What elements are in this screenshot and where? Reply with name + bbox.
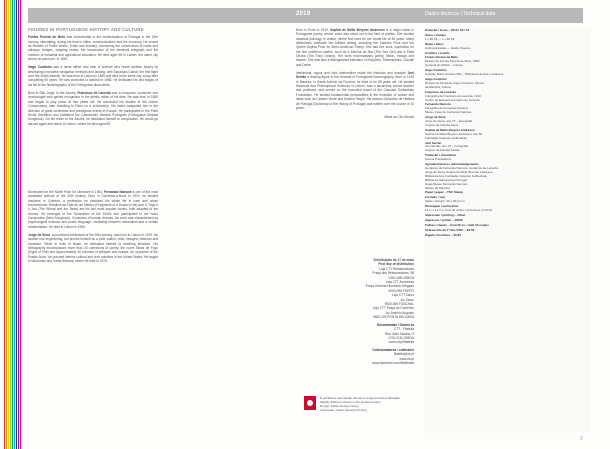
header-year: 2019 (296, 11, 311, 17)
tech-heading: Formato / size (425, 196, 446, 200)
tech-heading: Pagela / brochure – €0,85 (425, 233, 462, 237)
tech-line: Centro de Estudos Francisco de Lacerda (425, 98, 480, 102)
middle-column (296, 28, 414, 253)
collectors-link[interactable]: www.ctt.pt (399, 356, 414, 361)
paragraph-serrao: Intellectual, vigour and civic intervention made the historian and essayist Joel Serrão a leading figure in the renewal of Portuguese historiography. Born in 1919 in Madeira, in Santa António da Funchal, he lived to be 89 years old. He studied Historical and Philosophical Sciences in Lisbon, was a secondary school teacher and professor, and served on the executive board of the Calouste Gulbenkian Foundation. He studied fundamental personalities in the evolution of culture and ideas such as Cesário Verde and António Sérgio. His famous Dicionário de História de Portugal (Dictionary of the History of Portugal) was written over the course of 10 years. (296, 71, 414, 110)
tech-line: Museu de Marinha (425, 186, 450, 190)
paragraph-lacerda: Born in São Jorge, in the Azores, Francisco de Lacerda was a composer, conductor and musicologist who gained recognition in the artistic milieu of his time. He was born in 1869 and began to play piano at four years old. He concluded his studies at the Lisbon Conservatory, later travelling to Paris on a scholarship. His talent catapulted him in the direction of great orchestras and prestigious events in Europe. He participated in the Paris World Exhibition and published the Cancioneiro Musical Português (Portuguese Musical Songbook). On his return to the Azores, he dedicated himself to composition. He would go abroad again and return to Lisbon, where he died aged 65. (28, 91, 158, 126)
orders-line: Rua João Saraiva, 9 (385, 331, 414, 336)
contact-line: Praça dos Restauradores, 58 (372, 271, 414, 276)
tech-line: Biblioteca Nacional de Portugal (425, 178, 467, 182)
tech-line: Selos / stamps: 40 x 30,6 mm (425, 200, 465, 204)
tech-heading: Francisco de Lacerda (425, 90, 456, 94)
section-title: FIGURES IN PORTUGUESE HISTORY AND CULTURE (28, 28, 144, 32)
tech-heading: Folhas / sheets – Com 50 ex. / with 50 copies (425, 223, 489, 227)
tech-line: Andrea Estevão — Helder Soares (425, 46, 471, 50)
contact-line: Loja CTT Restauradores (379, 266, 414, 271)
publisher-logo-block (296, 392, 416, 422)
tech-line: Jorge de Sena, ano 70 – Fotografia (425, 120, 473, 124)
tech-line: 12 ¼ x 12 ¼ e Cruz de Cristo / and Cross of Christ (425, 209, 493, 213)
tech-line: Kennis Translations (425, 158, 452, 162)
tech-line: Jorge de Sena; Sophia de Mello Breyner Andresen (425, 170, 493, 174)
contact-line: First day of distribution (378, 262, 414, 267)
tech-heading: Jorge de Sena (425, 116, 446, 120)
tech-line: Retrato de Almirante Gago Coutinho, Museu (425, 81, 485, 85)
tech-heading: Emissão / Issue – 2019 / 03 / 19 (425, 29, 470, 32)
contact-line: 4000-098 PORTO (388, 288, 414, 293)
orders-link[interactable]: www.ctt.pt/filatelia (388, 340, 414, 345)
author-signature: Maria do Céu Novais (384, 115, 414, 120)
contact-line: Av. António Augusto (385, 310, 414, 315)
tech-line: 1 x €0,53 — 1 x €0,53 (425, 37, 455, 41)
collectors-email[interactable]: filatelia@ctt.pt (393, 352, 414, 357)
left-column-2 (28, 190, 158, 438)
collectors-facebook[interactable]: www.facebook.com/filateliactt (372, 360, 414, 365)
tech-line: Biblioteca Arte Fundação Calouste Gulbenkian (425, 174, 488, 178)
contact-line: Loja CTT Amoreiras (385, 280, 414, 285)
tech-line: Joel Serrão, ano 70 – Fotografia (425, 145, 469, 149)
contact-line: 1250-188 LISBOA (388, 275, 414, 280)
ctt-logo-icon (304, 396, 316, 410)
tech-line: Retrato de Fontes Pereira de Melo, 1880 (425, 60, 480, 64)
color-stripe (20, 0, 21, 449)
tech-heading: Papel / paper – TSC Stamp (425, 191, 464, 195)
paragraph-sophia: Born in Porto in 1919, Sophia de Mello Breyner Andresen is a major name in Portuguese poetry, whose voice also stood out in the field of politics. She studied classical philology in Lisbon, where she lived for her whole life of 84 years. Many distinctions celebrate her brilliant writing, including the Camões Prize and the Queen Sophia Prize for Ibero-American Poetry. She had five sons, inspiration for her first children's stories, such as A Menina do Mar (The Sea Girl) and A Fada Oriana (The Fairy Oriana). Her work encompasses poetry, fiction, essays and theatre. She was also a distinguished translator of Euripides, Shakespeare, Claudel and Dante. (296, 28, 414, 67)
page-number: 2 (580, 436, 583, 442)
tech-line: Coleção Mário Novais 1931 – Biblioteca de Arte e Arquivos (425, 73, 504, 77)
tech-line: da Marinha, Lisboa (425, 85, 451, 89)
contact-line: Av. Zarco (400, 297, 414, 302)
tech-line: Fundação Calouste Gulbenkian (425, 136, 468, 140)
tech-heading: Impressor / printer – INCM (425, 218, 463, 222)
tech-line: Casa-Museu Fernando Namora (425, 182, 468, 186)
tech-line: Sophia de Mello Breyner Andresen, ano 60 (425, 132, 483, 136)
tech-heading: Gago Coutinho (425, 69, 447, 73)
tech-line: Herdeiros de Fernando Namora; Herdeiros de Lacerda (425, 167, 498, 170)
tech-heading: Créditos / credits (425, 51, 450, 55)
contact-line: Loja CTT Zarco (391, 293, 414, 298)
tech-heading: Tradução / translation (425, 154, 457, 158)
collectors-heading: Colecionadores / collectors (372, 347, 414, 352)
contact-line: 9000-069 FUNCHAL (384, 302, 414, 307)
paragraph-namora: Nominated for the Nobel Prize for Literature in 1961, Fernando Namora is one of the most translated authors of the 20th century. Born in Condeixa-a-Nova in 1919, he studied medicine in Coimbra, a profession he practised his whole life in rural and urban environments. Retalhos da Vida de um Médico (Fragments of a Doctor's Life) and O Trigo e o Joio (The Wheat and the Tares) are his two most popular novels, both adapted to the movies. He belonged to the Generation of the 1940s and participated in the Novo Cancioneiro (New Songbook). Conscious of human dramas, his work was characterised by psychological richness and poetic language, oscillating between neorealism and a certain existentialism. He died in Lisbon in 1989. (28, 190, 158, 229)
paragraph-fontes: Fontes Pereira de Melo was instrumental in the modernisation of Portugal in the 19th century, stimulating, during his time in office, communications and the economy. He served as Minister of Public Works, Trade and Industry, overseeing the construction of roads and railways, bridges, shipping routes, the introduction of the electrical telegraph and the creation of industrial and agricultural education. He died aged 69 in Lisbon, the same city where he was born, in 1819. (28, 35, 158, 62)
contact-line: Distribuição de 17 de maio (373, 258, 414, 262)
tech-heading: Sobrescrito de 1º dia / FDC – €0,56 (425, 228, 475, 232)
contact-line: Praça General Humberto Delgado (365, 284, 414, 289)
paragraph-gago: Gago Coutinho was a naval officer and man of science who made aviation history by developing innovative navigation methods and landing, with Sacadura Cabral, the first flight over the South Atlantic. He was born in Lisbon in 1869 and died in the same city, a day after completing 90 years. He was promoted to admiral in 1958. He dedicated the last stages of his life to the historiography of the Portuguese discoveries. (28, 65, 158, 87)
tech-heading: Fontes Pereira de Melo (425, 56, 458, 60)
tech-line: Museu Casa de Fernando Namora (425, 111, 472, 115)
tech-heading: Agradecimentos / acknowledgements (425, 163, 479, 167)
orders-line: 1700-218 LISBOA (388, 335, 414, 340)
tech-heading: Sophia de Mello Breyner Andresen (425, 128, 475, 132)
contact-block (296, 258, 414, 365)
paragraph-sena: Jorge de Sena, a prominent intellectual of the 20th century, was born in Lisbon in 1919. He studied civil engineering, but proved himself as a poet, author, critic, essayist, historian and translator. While in exile in Brazil, he dedicated himself to teaching literature. His bibliography encompasses more than 20 collections of poetry, the novel Sinais de Fogo (Signs of Fire) and approximately 40 volumes of critiques and essays. An opponent of the Estado Novo, he pursued intense cultural and civic activities in the United States. He taught in Wisconsin and Santa Barbara, where he died in 1978. (28, 233, 158, 264)
tech-heading: Selos / stamps (425, 33, 447, 37)
orders-heading: Encomendas / Orders to (377, 322, 414, 327)
tech-line: Arquivo da Família Serrão (425, 149, 460, 153)
tech-line: Arquivo da Família Sena (425, 123, 458, 127)
tech-heading: Picotagem / perforation (425, 205, 459, 209)
tech-line: Fotografia de Fernando Namora (425, 107, 468, 111)
tech-line: Cortesia do MNAC – Lisboa (425, 64, 463, 68)
legal-text: É proibida a reprodução parcial ou integral desta publicação Slightly different colours in the printed version Design: Atelier Design Group Impressão: Cartor Security Printing (320, 396, 400, 412)
color-stripes (4, 0, 22, 449)
technical-data-column (425, 28, 590, 433)
tech-heading: Datas / dates (425, 42, 444, 46)
contact-line: 9500-109 PONTA DELGADA (372, 315, 414, 320)
tech-heading: Impressão / printing – offset (425, 213, 466, 217)
header-right-title: Dados técnicos / Technical data (425, 11, 496, 17)
tech-heading: Joel Serrão (425, 141, 442, 145)
orders-line: CTT - Filatelia (394, 327, 414, 332)
contact-line: Loja CTT Praça do Comércio (372, 306, 414, 311)
tech-line: Fotografia de Francisco de Lacerda, 1913 (425, 94, 481, 98)
tech-heading: Fernando Namora (425, 103, 451, 107)
tech-heading: Gago Coutinho (425, 77, 447, 81)
